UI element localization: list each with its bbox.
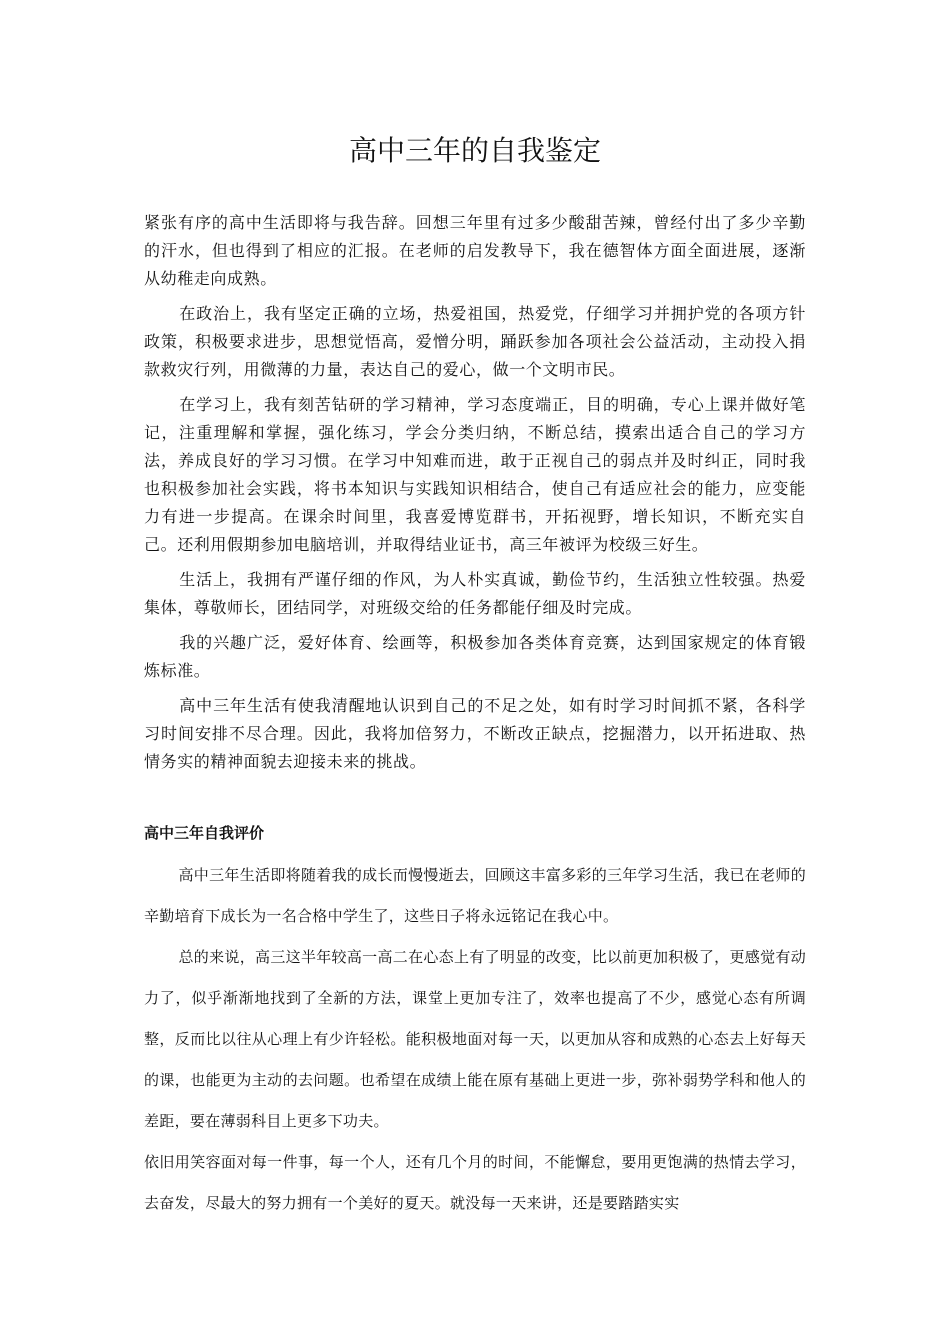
self-evaluation-section xyxy=(144,855,806,1224)
self-assessment-section xyxy=(144,209,806,783)
paragraph: 总的来说，高三这半年较高一高二在心态上有了明显的改变，比以前更加积极了，更感觉有动力了，似乎渐渐地找到了全新的方法，课堂上更加专注了，效率也提高了不少，感觉心态有所调整，反而比以往从心理上有少许轻松。能积极地面对每一天，以更加从容和成熟的心态去上好每天的课，也能更为主动的去问题。也希望在成绩上能在原有基础上更进一步，弥补弱势学科和他人的差距，要在薄弱科目上更多下功夫。 xyxy=(144,948,806,1130)
paragraph: 在学习上，我有刻苦钻研的学习精神，学习态度端正，目的明确，专心上课并做好笔记，注重理解和掌握，强化练习，学会分类归纳，不断总结，摸索出适合自己的学习方法，养成良好的学习习惯。在学习中知难而进，敢于正视自己的弱点并及时纠正，同时我也积极参加社会实践，将书本知识与实践知识相结合，使自己有适应社会的能力，应变能力有进一步提高。在课余时间里，我喜爱博览群书，开拓视野，增长知识，不断充实自己。还利用假期参加电脑培训，并取得结业证书，高三年被评为校级三好生。 xyxy=(144,395,806,554)
section-heading: 高中三年自我评价 xyxy=(144,824,265,842)
paragraph: 在政治上，我有坚定正确的立场，热爱祖国，热爱党，仔细学习并拥护党的各项方针政策，积极要求进步，思想觉悟高，爱憎分明，踊跃参加各项社会公益活动，主动投入捐款救灾行列，用微薄的力量，表达自己的爱心，做一个文明市民。 xyxy=(144,304,806,379)
paragraph: 高中三年生活有使我清醒地认识到自己的不足之处，如有时学习时间抓不紧，各科学习时间安排不尽合理。因此，我将加倍努力，不断改正缺点，挖掘潜力，以开拓进取、热情务实的精神面貌去迎接未来的挑战。 xyxy=(144,696,806,771)
document-title: 高中三年的自我鉴定 xyxy=(348,134,601,167)
paragraph: 依旧用笑容面对每一件事，每一个人，还有几个月的时间，不能懈怠，要用更饱满的热情去学习，去奋发，尽最大的努力拥有一个美好的夏天。就没每一天来讲，还是要踏踏实实 xyxy=(144,1153,806,1212)
paragraph: 高中三年生活即将随着我的成长而慢慢逝去，回顾这丰富多彩的三年学习生活，我已在老师的辛勤培育下成长为一名合格中学生了，这些日子将永远铭记在我心中。 xyxy=(144,866,806,925)
paragraph: 紧张有序的高中生活即将与我告辞。回想三年里有过多少酸甜苦辣，曾经付出了多少辛勤的汗水，但也得到了相应的汇报。在老师的启发教导下，我在德智体方面全面进展，逐渐从幼稚走向成熟。 xyxy=(144,213,806,288)
paragraph: 生活上，我拥有严谨仔细的作风，为人朴实真诚，勤俭节约，生活独立性较强。热爱集体，尊敬师长，团结同学，对班级交给的任务都能仔细及时完成。 xyxy=(144,570,806,617)
paragraph: 我的兴趣广泛，爱好体育、绘画等，积极参加各类体育竞赛，达到国家规定的体育锻炼标准。 xyxy=(144,633,806,680)
